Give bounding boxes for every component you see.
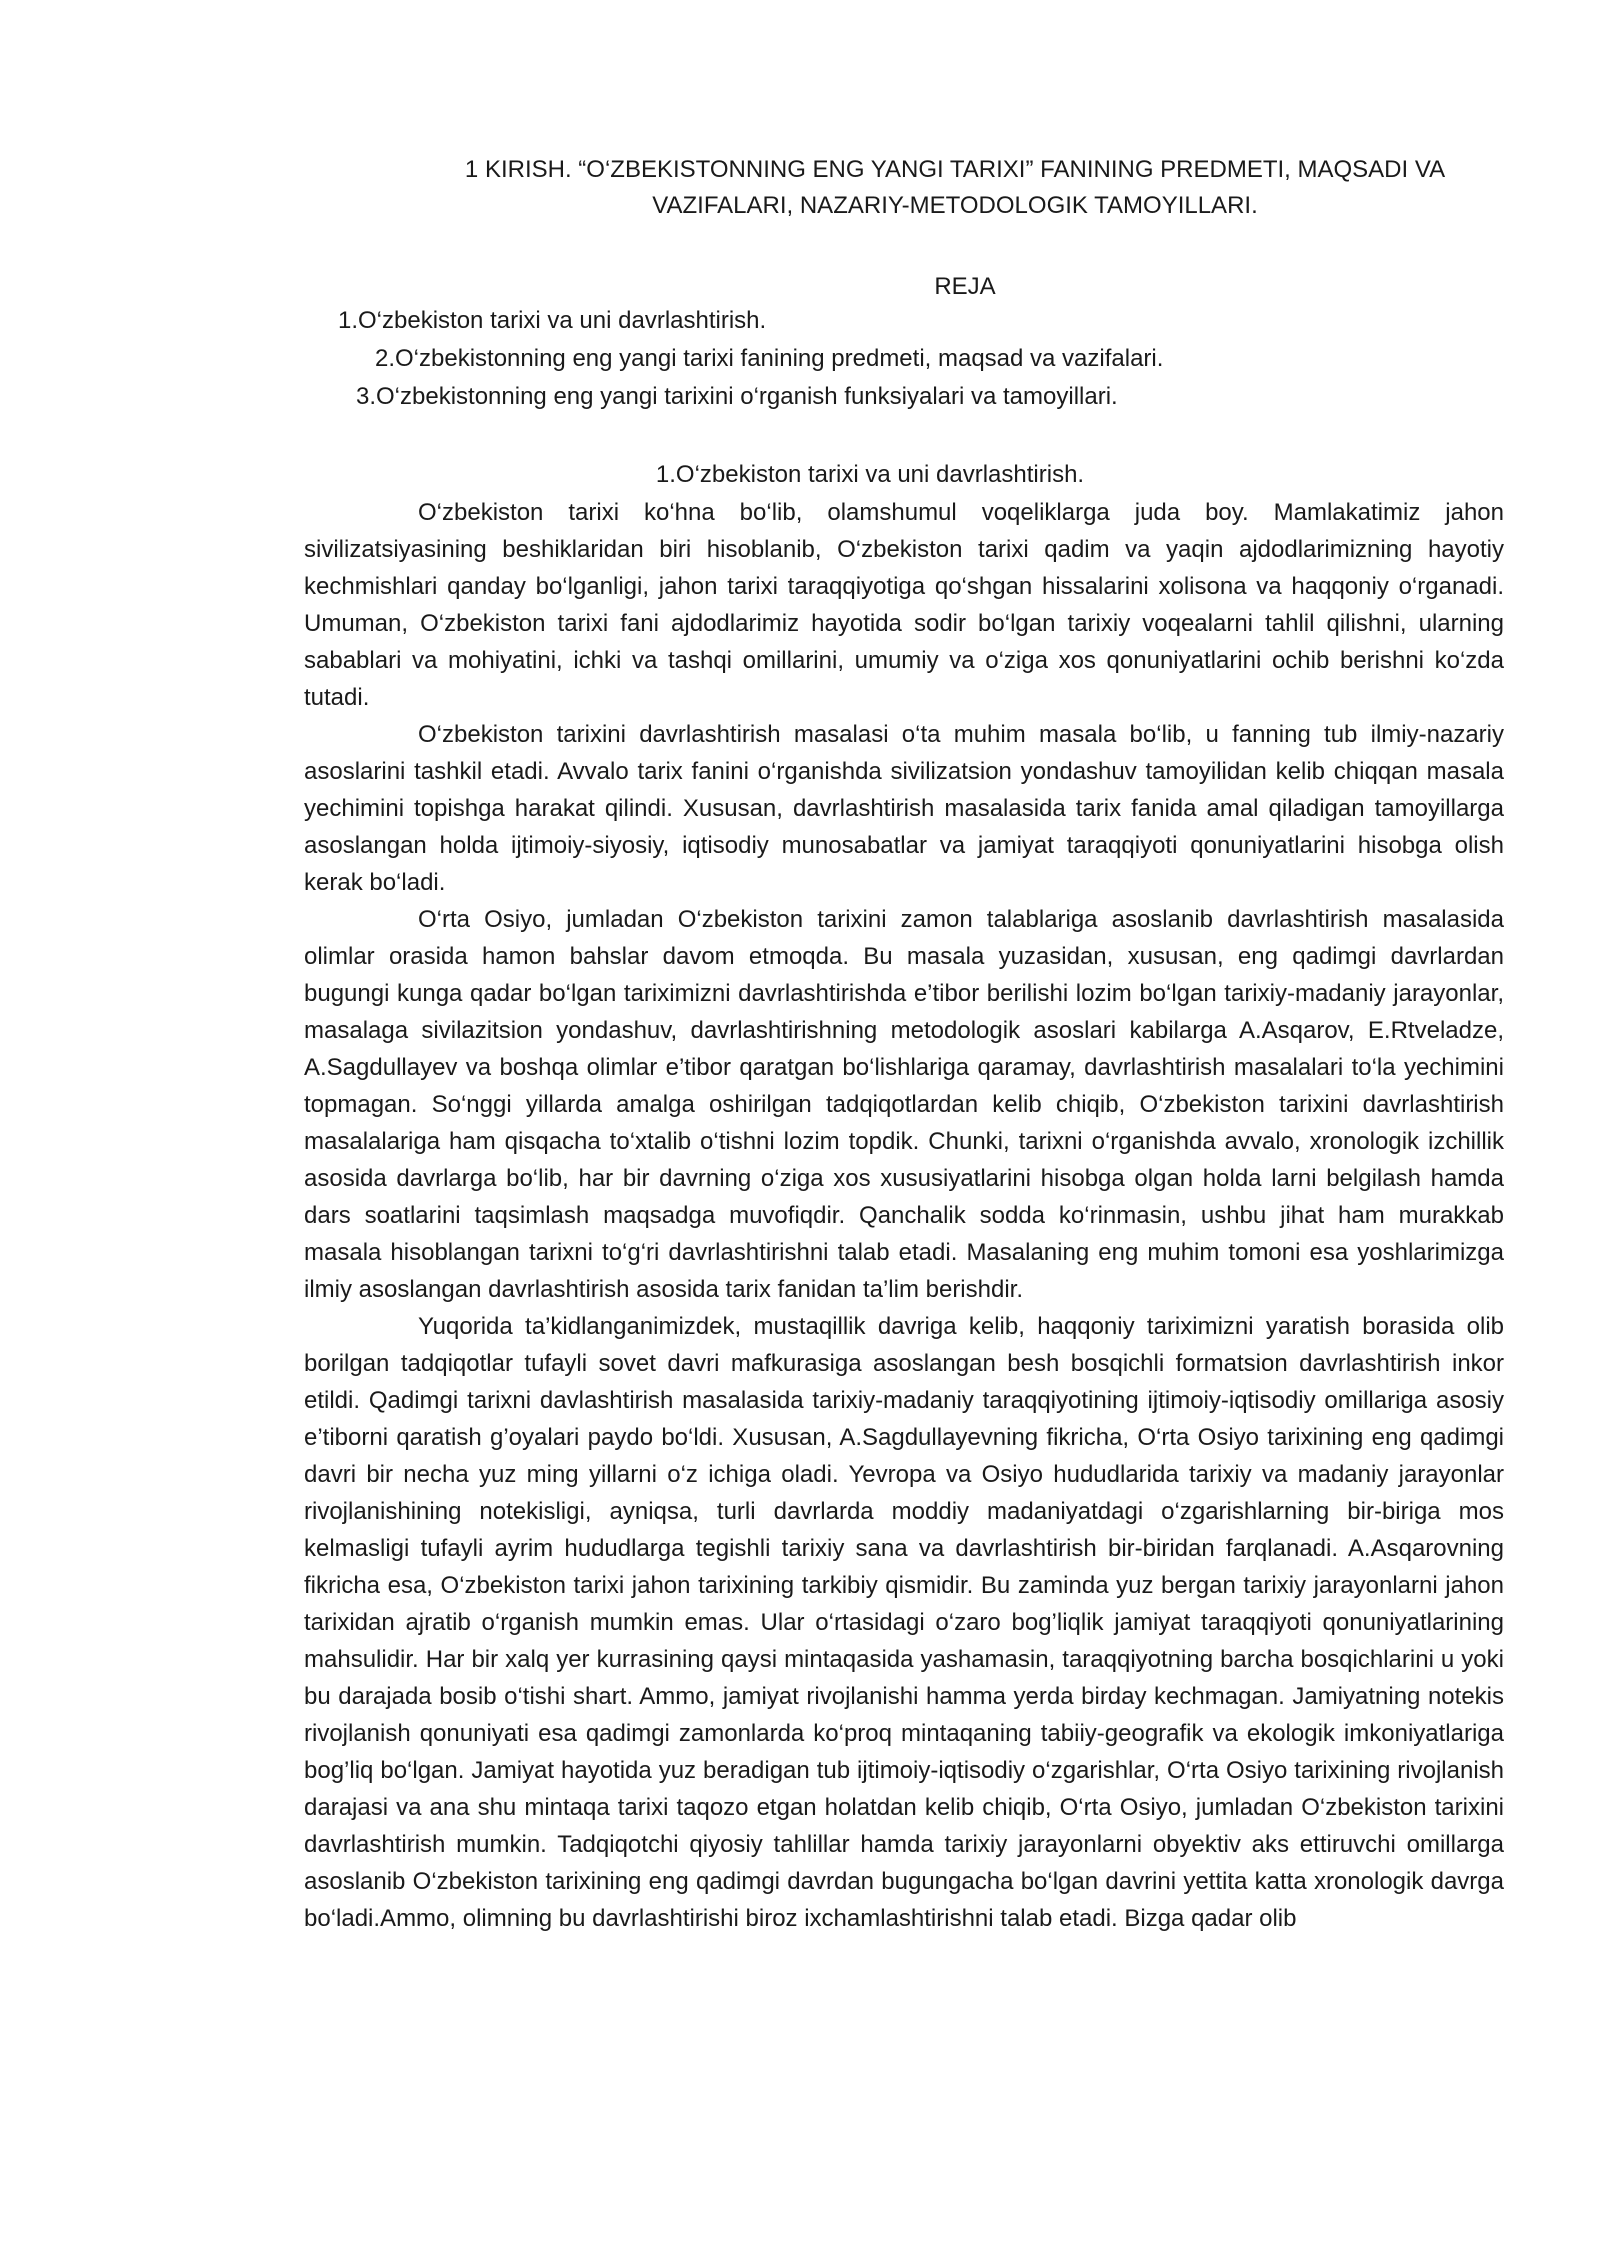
plan-item-2: 2.O‘zbekistonning eng yangi tarixi fanining predmeti, maqsad va vazifalari. [375,345,1164,372]
paragraph-2: O‘zbekiston tarixini davrlashtirish masalasi o‘ta muhim masala bo‘lib, u fanning tub ilmiy-nazariy asoslarini tashkil etadi. Avvalo tarix fanini o‘rganishda sivilizatsion yondashuv tamoyilidan kelib chiqqan masala yechimini topishga harakat qilindi. Xususan, davrlashtirish masalasida tarix fanida amal qiladigan tamoyillarga asoslangan holda ijtimoiy-siyosiy, iqtisodiy munosabatlar va jamiyat taraqqiyoti qonuniyatlarini hisobga olish kerak bo‘ladi. [304,721,1504,896]
document-title: 1 KIRISH. “O‘ZBEKISTONNING ENG YANGI TARIXI” FANINING PREDMETI, MAQSADI VA VAZIFALARI, NAZARIY-METODOLOGIK TAMOYILLARI. [464,156,1446,219]
plan-item-3: 3.O‘zbekistonning eng yangi tarixini o‘rganish funksiyalari va tamoyillari. [356,383,1118,410]
paragraph-3: O‘rta Osiyo, jumladan O‘zbekiston tarixini zamon talablariga asoslanib davrlashtirish masalasida olimlar orasida hamon bahslar davom etmoqda. Bu masala yuzasidan, xususan, eng qadimgi davrlardan bugungi kunga qadar bo‘lgan tariximizni davrlashtirishda e’tibor berilishi lozim bo‘lgan tarixiy-madaniy jarayonlar, masalaga sivilazitsion yondashuv, davrlashtirishning metodologik asoslari kabilarga A.Asqarov, E.Rtveladze, A.Sagdullayev va boshqa olimlar e’tibor qaratgan bo‘lishlariga qaramay, davrlashtirish masalalari to‘la yechimini topmagan. So‘nggi yillarda amalga oshirilgan tadqiqotlardan kelib chiqib, O‘zbekiston tarixini davrlashtirish masalalariga ham qisqacha to‘xtalib o‘tishni lozim topdik. Chunki, tarixni o‘rganishda avvalo, xronologik izchillik asosida davrlarga bo‘lib, har bir davrning o‘ziga xos xususiyatlarini hisobga olgan holda larni belgilash hamda dars soatlarini taqsimlash maqsadga muvofiqdir. Qanchalik sodda ko‘rinmasin, ushbu jihat ham murakkab masala hisoblangan tarixni to‘g‘ri davrlashtirishni talab etadi. Masalaning eng muhim tomoni esa yoshlarimizga ilmiy asoslangan davrlashtirish asosida tarix fanidan ta’lim berishdir. [304,906,1504,1303]
paragraph-4: Yuqorida ta’kidlanganimizdek, mustaqillik davriga kelib, haqqoniy tariximizni yaratish borasida olib borilgan tadqiqotlar tufayli sovet davri mafkurasiga asoslangan besh bosqichli formatsion davrlashtirish inkor etildi. Qadimgi tarixni davlashtirish masalasida tarixiy-madaniy taraqqiyotining ijtimoiy-iqtisodiy omillariga asosiy e’tiborni qaratish g’oyalari paydo bo‘ldi. Xususan, A.Sagdullayevning fikricha, O‘rta Osiyo tarixining eng qadimgi davri bir necha yuz ming yillarni o‘z ichiga oladi. Yevropa va Osiyo hududlarida tarixiy va madaniy jarayonlar rivojlanishining notekisligi, ayniqsa, turli davrlarda moddiy madaniyatdagi o‘zgarishlarning bir-biriga mos kelmasligi tufayli ayrim hududlarga tegishli tarixiy sana va davrlashtirish bir-biridan farqlanadi. A.Asqarovning fikricha esa, O‘zbekiston tarixi jahon tarixining tarkibiy qismidir. Bu zaminda yuz bergan tarixiy jarayonlarni jahon tarixidan ajratib o‘rganish mumkin emas. Ular o‘rtasidagi o‘zaro bog’liqlik jamiyat taraqqiyoti qonuniyatlarining mahsulidir. Har bir xalq yer kurrasining qaysi mintaqasida yashamasin, taraqqiyotning barcha bosqichlarini u yoki bu darajada bosib o‘tishi shart. Ammo, jamiyat rivojlanishi hamma yerda birday kechmagan. Jamiyatning notekis rivojlanish qonuniyati esa qadimgi zamonlarda ko‘proq mintaqaning tabiiy-geografik va ekologik imkoniyatlariga bog’liq bo‘lgan. Jamiyat hayotida yuz beradigan tub ijtimoiy-iqtisodiy o‘zgarishlar, O‘rta Osiyo tarixining rivojlanish darajasi va ana shu mintaqa tarixi taqozo etgan holatdan kelib chiqib, O‘rta Osiyo, jumladan O‘zbekiston tarixini davrlashtirish mumkin. Tadqiqotchi qiyosiy tahlillar hamda tarixiy jarayonlarni obyektiv aks ettiruvchi omillarga asoslanib O‘zbekiston tarixining eng qadimgi davrdan bugungacha bo‘lgan davrini yettita katta xronologik davrga bo‘ladi.Ammo, olimning bu davrlashtirishi biroz ixchamlashtirishni talab etadi. Bizga qadar olib [304,1313,1504,1932]
plan-item-1: 1.O‘zbekiston tarixi va uni davrlashtirish. [338,307,767,334]
paragraph-1: O‘zbekiston tarixi ko‘hna bo‘lib, olamshumul voqeliklarga juda boy. Mamlakatimiz jahon sivilizatsiyasining beshiklaridan biri hisoblanib, O‘zbekiston tarixi qadim va yaqin ajdodlarimizning hayotiy kechmishlari qanday bo‘lganligi, jahon tarixi taraqqiyotiga qo‘shgan hissalarini xolisona va haqqoniy o‘rganadi. Umuman, O‘zbekiston tarixi fani ajdodlarimiz hayotida sodir bo‘lgan tarixiy voqealarni tahlil qilishni, ularning sabablari va mohiyatini, ichki va tashqi omillarini, umumiy va o‘ziga xos qonuniyatlarini ochib berishni ko‘zda tutadi. [304,499,1504,711]
section-heading: 1.O‘zbekiston tarixi va uni davrlashtirish. [655,461,1085,488]
plan-heading: REJA [934,273,996,300]
document-body [304,494,1504,1937]
